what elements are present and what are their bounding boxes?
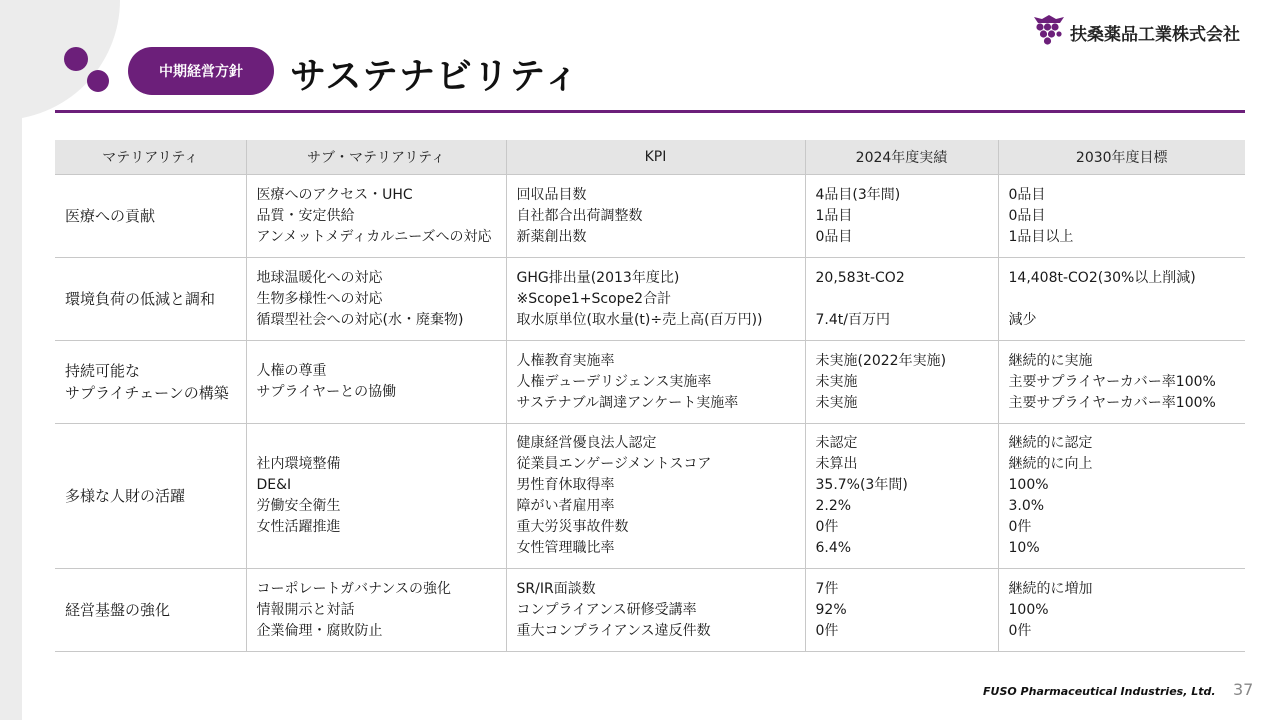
cell-line: 企業倫理・腐敗防止 xyxy=(256,622,383,639)
result-2024-cell xyxy=(805,175,998,258)
cell-line: 男性育休取得率 xyxy=(516,477,615,493)
cell-line: コンプライアンス研修受講率 xyxy=(516,601,697,618)
cell-line: 主要サプライヤーカバー率100% xyxy=(1008,373,1216,390)
cell-line: 100% xyxy=(1008,601,1049,618)
result-2024-cell xyxy=(805,341,998,424)
cell-line: 人権教育実施率 xyxy=(516,352,615,369)
materiality-cell xyxy=(55,424,246,569)
cell-line: サプライチェーンの構築 xyxy=(65,384,229,402)
cell-line: 92% xyxy=(815,601,847,618)
materiality-cell xyxy=(55,175,246,258)
cell-line: 継続的に認定 xyxy=(1008,435,1093,451)
sub-materiality-cell xyxy=(246,341,506,424)
cell-line: DE&I xyxy=(256,477,292,493)
cell-line: 女性活躍推進 xyxy=(256,519,341,535)
result-2024-cell xyxy=(805,424,998,569)
cell-line xyxy=(1009,289,1236,310)
cell-line: 品質・安定供給 xyxy=(256,207,355,224)
cell-line: 多様な人財の活躍 xyxy=(65,487,186,505)
company-logo xyxy=(1032,14,1240,50)
cell-line: 労働安全衛生 xyxy=(256,498,341,514)
target-2030-cell xyxy=(998,341,1245,424)
target-2030-cell xyxy=(998,569,1245,652)
table-row xyxy=(55,175,1245,258)
table-header-row xyxy=(55,140,1245,175)
materiality-cell xyxy=(55,258,246,341)
col-header-sub-materiality: サブ・マテリアリティ xyxy=(246,140,506,175)
cell-line: 0品目 xyxy=(815,228,853,245)
grape-logo-icon xyxy=(1032,14,1066,50)
sustainability-table xyxy=(55,140,1245,652)
cell-line: サプライヤーとの協働 xyxy=(256,384,397,400)
cell-line: 未実施(2022年実施) xyxy=(815,352,947,369)
cell-line: 6.4% xyxy=(815,540,852,556)
table-row xyxy=(55,341,1245,424)
kpi-cell xyxy=(506,569,805,652)
col-header-2024-result: 2024年度実績 xyxy=(805,140,998,175)
cell-line: 0件 xyxy=(815,622,839,639)
table-row xyxy=(55,569,1245,652)
cell-line: 7件 xyxy=(815,580,839,597)
target-2030-cell xyxy=(998,175,1245,258)
cell-line: 1品目 xyxy=(815,207,853,224)
table-row xyxy=(55,424,1245,569)
cell-line xyxy=(816,289,988,310)
cell-line: 自社都合出荷調整数 xyxy=(516,207,643,224)
cell-line: 新薬創出数 xyxy=(516,228,587,245)
cell-line: サステナブル調達アンケート実施率 xyxy=(516,394,739,411)
cell-line: 重大コンプライアンス違反件数 xyxy=(516,622,711,639)
cell-line: 地球温暖化への対応 xyxy=(256,269,383,286)
cell-line: 減少 xyxy=(1008,311,1037,328)
cell-line: 14,408t-CO2(30%以上削減) xyxy=(1008,269,1196,286)
col-header-2030-target: 2030年度目標 xyxy=(998,140,1245,175)
cell-line: 未算出 xyxy=(815,456,858,472)
cell-line: 循環型社会への対応(水・廃棄物) xyxy=(256,311,464,328)
cell-line: 回収品目数 xyxy=(516,186,587,203)
page-title: サステナビリティ xyxy=(290,56,581,97)
cell-line: 未実施 xyxy=(815,394,858,411)
cell-line: アンメットメディカルニーズへの対応 xyxy=(256,228,492,245)
result-2024-cell xyxy=(805,258,998,341)
cell-line: 3.0% xyxy=(1008,498,1045,514)
materiality-cell xyxy=(55,569,246,652)
cell-line: GHG排出量(2013年度比) xyxy=(516,269,680,286)
target-2030-cell xyxy=(998,424,1245,569)
kpi-cell xyxy=(506,341,805,424)
cell-line: コーポレートガバナンスの強化 xyxy=(256,580,451,597)
table-row xyxy=(55,258,1245,341)
col-header-materiality: マテリアリティ xyxy=(55,140,246,175)
kpi-cell xyxy=(506,175,805,258)
sub-materiality-cell xyxy=(246,569,506,652)
cell-line: 20,583t-CO2 xyxy=(815,269,905,286)
header-divider xyxy=(55,110,1245,113)
cell-line: 未認定 xyxy=(815,435,858,451)
cell-line: 1品目以上 xyxy=(1008,228,1074,245)
cell-line: 0品目 xyxy=(1008,207,1046,224)
cell-line: ※Scope1+Scope2合計 xyxy=(516,290,672,307)
page-number: 37 xyxy=(1233,680,1254,699)
result-2024-cell xyxy=(805,569,998,652)
col-header-kpi: KPI xyxy=(506,140,805,175)
cell-line: 継続的に実施 xyxy=(1008,352,1093,369)
cell-line: 取水原単位(取水量(t)÷売上高(百万円)) xyxy=(516,311,763,328)
cell-line: 未実施 xyxy=(815,373,858,390)
cell-line: 女性管理職比率 xyxy=(516,540,615,556)
cell-line: 0品目 xyxy=(1008,186,1046,203)
cell-line: 医療へのアクセス・UHC xyxy=(256,186,413,203)
cell-line: 主要サプライヤーカバー率100% xyxy=(1008,394,1216,411)
footer-brand: FUSO Pharmaceutical Industries, Ltd. xyxy=(983,685,1216,698)
cell-line: 0件 xyxy=(1008,519,1032,535)
cell-line: 0件 xyxy=(815,519,839,535)
cell-line: 健康経営優良法人認定 xyxy=(516,435,657,451)
cell-line: 100% xyxy=(1008,477,1049,493)
cell-line: 継続的に増加 xyxy=(1008,580,1093,597)
cell-line: 2.2% xyxy=(815,498,852,514)
cell-line: 7.4t/百万円 xyxy=(815,311,890,328)
target-2030-cell xyxy=(998,258,1245,341)
cell-line: 4品目(3年間) xyxy=(815,186,901,203)
decor-dot xyxy=(87,70,109,92)
cell-line: 生物多様性への対応 xyxy=(256,290,383,307)
cell-line: SR/IR面談数 xyxy=(516,580,596,597)
cell-line: 重大労災事故件数 xyxy=(516,519,629,535)
materiality-cell xyxy=(55,341,246,424)
cell-line: 医療への貢献 xyxy=(65,207,156,225)
cell-line: 人権デューデリジェンス実施率 xyxy=(516,373,712,390)
sub-materiality-cell xyxy=(246,258,506,341)
cell-line: 0件 xyxy=(1008,622,1032,639)
cell-line: 持続可能な xyxy=(65,362,141,380)
cell-line: 人権の尊重 xyxy=(256,363,327,379)
kpi-cell xyxy=(506,424,805,569)
cell-line: 経営基盤の強化 xyxy=(65,601,171,619)
cell-line: 10% xyxy=(1008,540,1040,556)
kpi-cell xyxy=(506,258,805,341)
cell-line: 従業員エンゲージメントスコア xyxy=(516,456,712,472)
sub-materiality-cell xyxy=(246,424,506,569)
corner-decor xyxy=(0,0,120,120)
cell-line: 社内環境整備 xyxy=(256,456,341,472)
decor-dot xyxy=(64,47,88,71)
cell-line: 情報開示と対話 xyxy=(256,601,355,618)
cell-line: 環境負荷の低減と調和 xyxy=(65,290,216,308)
cell-line: 継続的に向上 xyxy=(1008,456,1093,472)
cell-line: 障がい者雇用率 xyxy=(516,498,615,514)
sub-materiality-cell xyxy=(246,175,506,258)
cell-line: 35.7%(3年間) xyxy=(815,477,908,493)
company-name: 扶桑薬品工業株式会社 xyxy=(1070,24,1240,45)
section-badge: 中期経営方針 xyxy=(128,47,274,95)
